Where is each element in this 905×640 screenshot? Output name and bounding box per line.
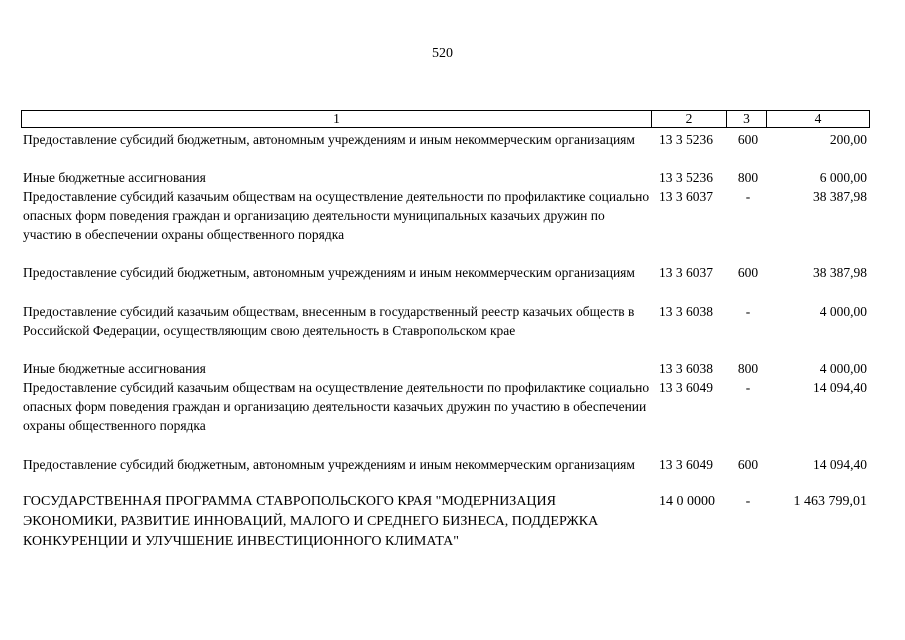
row-code: 13 3 5236 <box>659 132 713 147</box>
row-amount: 38 387,98 <box>813 265 867 280</box>
row-type: - <box>745 189 751 204</box>
row-type: 600 <box>737 132 759 147</box>
row-description: Предоставление субсидий казачьим обществам на осуществление деятельности по профилактике социально опасных форм поведения граждан и организацию деятельности казачьих дружин по участию в обеспечении охраны общественного порядка <box>23 380 650 433</box>
row-description: Предоставление субсидий казачьим обществам на осуществление деятельности по профилактике социально опасных форм поведения граждан и организацию деятельности муниципальных казачьих дружин по участию в обеспечении охраны общественного порядка <box>23 189 650 242</box>
row-type: - <box>745 380 751 395</box>
table-header <box>21 110 870 128</box>
row-type: 600 <box>737 457 759 472</box>
row-description: Иные бюджетные ассигнования <box>23 361 206 376</box>
row-amount: 1 463 799,01 <box>793 494 867 509</box>
row-code: 13 3 6049 <box>659 457 713 472</box>
row-type: - <box>745 494 751 509</box>
row-description: Предоставление субсидий бюджетным, автономным учреждениям и иным некоммерческим организациям <box>23 457 635 472</box>
page-number: 520 <box>432 46 453 61</box>
row-amount: 14 094,40 <box>813 457 867 472</box>
row-description: Предоставление субсидий бюджетным, автономным учреждениям и иным некоммерческим организациям <box>23 132 635 147</box>
header-col-4: 4 <box>814 111 822 126</box>
row-code: 13 3 6037 <box>659 265 713 280</box>
row-amount: 4 000,00 <box>819 304 867 319</box>
row-description: Предоставление субсидий бюджетным, автономным учреждениям и иным некоммерческим организациям <box>23 265 635 280</box>
row-description: Предоставление субсидий казачьим обществам, внесенным в государственный реестр казачьих обществ в Российской Федерации, осуществляющим свою деятельность в Ставропольском крае <box>23 304 635 338</box>
row-code: 13 3 6038 <box>659 304 713 319</box>
header-col-1: 1 <box>22 111 652 127</box>
row-description: ГОСУДАРСТВЕННАЯ ПРОГРАММА СТАВРОПОЛЬСКОГО КРАЯ "МОДЕРНИЗАЦИЯ ЭКОНОМИКИ, РАЗВИТИЕ ИННОВАЦИЙ, МАЛОГО И СРЕДНЕГО БИЗНЕСА, ПОДДЕРЖКА КОНКУРЕНЦИИ И УЛУЧШЕНИЕ ИНВЕСТИЦИОННОГО КЛИМАТА" <box>23 494 599 549</box>
row-code: 13 3 5236 <box>659 170 713 185</box>
row-code: 14 0 0000 <box>659 494 715 509</box>
row-code: 13 3 6038 <box>659 361 713 376</box>
row-type: 800 <box>737 170 759 185</box>
row-code: 13 3 6049 <box>659 380 713 395</box>
row-code: 13 3 6037 <box>659 189 713 204</box>
row-amount: 4 000,00 <box>819 361 867 376</box>
row-type: - <box>745 304 751 319</box>
row-amount: 38 387,98 <box>813 189 867 204</box>
row-amount: 200,00 <box>829 132 867 147</box>
header-col-3: 3 <box>727 111 767 127</box>
row-type: 800 <box>737 361 759 376</box>
row-type: 600 <box>737 265 759 280</box>
row-amount: 6 000,00 <box>819 170 867 185</box>
header-col-2: 2 <box>652 111 727 127</box>
row-amount: 14 094,40 <box>813 380 867 395</box>
row-description: Иные бюджетные ассигнования <box>23 170 206 185</box>
